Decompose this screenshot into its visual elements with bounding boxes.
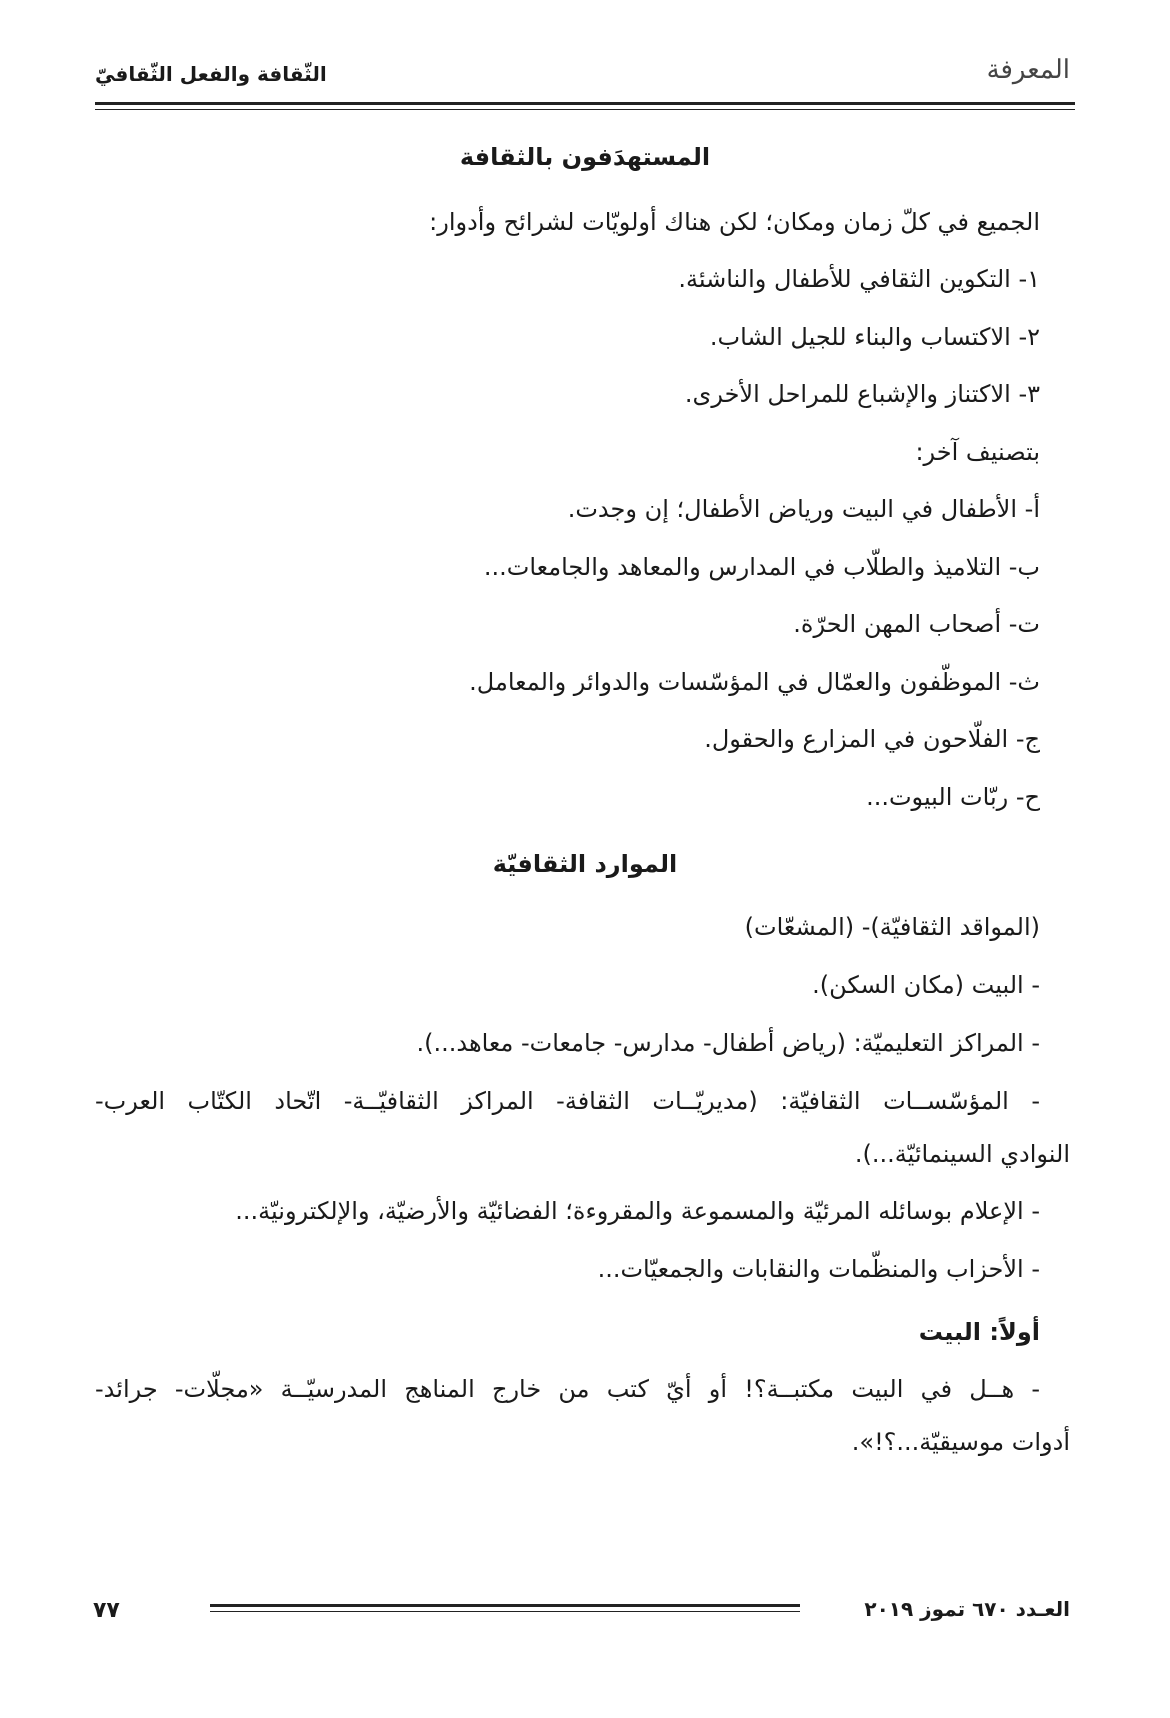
category-item-j: ج- الفلّاحون في المزارع والحقول. <box>704 725 1040 753</box>
home-question-line2: أدوات موسيقيّة...؟!». <box>851 1428 1070 1456</box>
category-item-th: ث- الموظّفون والعمّال في المؤسّسات والدوائر والمعامل. <box>469 668 1040 696</box>
home-question-line1: - هــل في البيت مكتبــة؟! أو أيّ كتب من خارج المناهج المدرسيّــة «مجلّات- جرائد- <box>95 1375 1040 1403</box>
resource-home: - البيت (مكان السكن). <box>812 971 1040 999</box>
classification-label: بتصنيف آخر: <box>915 438 1040 466</box>
priority-item-2: ٢- الاكتساب والبناء للجيل الشاب. <box>709 323 1040 351</box>
footer-rule-thick <box>210 1604 800 1607</box>
resource-parties: - الأحزاب والمنظّمات والنقابات والجمعيّات... <box>597 1255 1040 1283</box>
section-heading-resources: الموارد الثقافيّة <box>492 850 678 878</box>
priority-item-3: ٣- الاكتناز والإشباع للمراحل الأخرى. <box>684 380 1040 408</box>
header-rule-thin <box>95 109 1075 110</box>
running-title: الثّقافة والفعل الثّقافيّ <box>95 62 327 86</box>
issue-info: العـدد ٦٧٠ تموز ٢٠١٩ <box>864 1597 1070 1621</box>
header-rule-thick <box>95 102 1075 105</box>
category-item-a: أ- الأطفال في البيت ورياض الأطفال؛ إن وجدت. <box>567 495 1040 523</box>
category-item-h: ح- ربّات البيوت... <box>866 783 1040 811</box>
category-item-b: ب- التلاميذ والطلّاب في المدارس والمعاهد والجامعات... <box>483 553 1040 581</box>
subsection-heading-home: أولاً: البيت <box>918 1318 1040 1346</box>
resources-intro: (المواقد الثقافيّة)- (المشعّات) <box>744 913 1040 941</box>
page-number: ٧٧ <box>93 1598 120 1623</box>
paragraph-intro: الجميع في كلّ زمان ومكان؛ لكن هناك أولويّات لشرائح وأدوار: <box>429 208 1040 236</box>
resource-institutions-line2: النوادي السينمائيّة...). <box>854 1140 1070 1168</box>
footer-rule-thin <box>210 1611 800 1612</box>
section-heading-targeted: المستهدَفون بالثقافة <box>459 143 711 171</box>
resource-institutions-line1: - المؤسّســات الثقافيّة: (مديريّــات الثقافة- المراكز الثقافيّــة- اتّحاد الكتّاب العرب- <box>95 1087 1040 1115</box>
resource-education: - المراكز التعليميّة: (رياض أطفال- مدارس- جامعات- معاهد...). <box>416 1029 1040 1057</box>
resource-media: - الإعلام بوسائله المرئيّة والمسموعة والمقروءة؛ الفضائيّة والأرضيّة، والإلكترونيّة... <box>235 1197 1040 1225</box>
journal-logo: المعرفة <box>986 55 1070 85</box>
priority-item-1: ١- التكوين الثقافي للأطفال والناشئة. <box>678 265 1040 293</box>
category-item-t: ت- أصحاب المهن الحرّة. <box>793 610 1040 638</box>
